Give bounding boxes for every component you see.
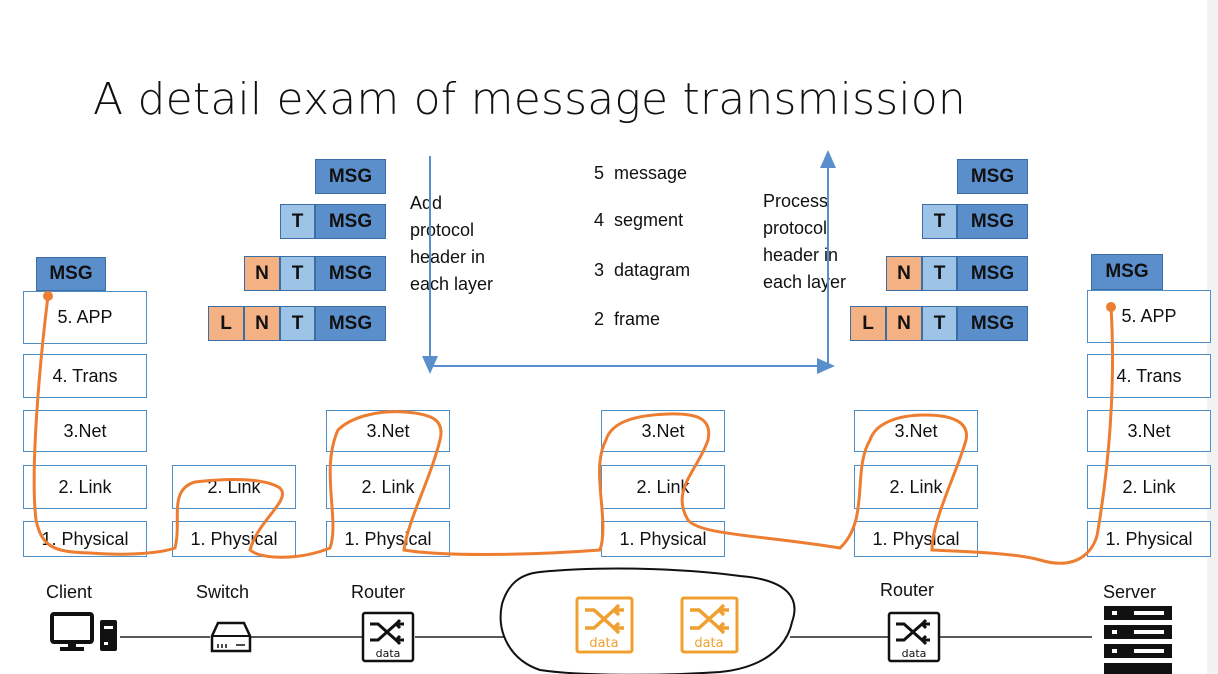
unit-name: datagram (614, 260, 691, 280)
encapsulation-note: Add protocol header in layer (410, 193, 494, 294)
encap-msg-2: MSG (315, 306, 386, 341)
server-layer-physical: 1. Physical (1087, 521, 1211, 557)
server-icon (1104, 606, 1172, 674)
router-right-layer-net: 3.Net (854, 410, 978, 452)
internet-cloud (501, 569, 795, 674)
cloud-router-icon-2 (682, 598, 737, 652)
device-label-server: Server (1103, 582, 1157, 602)
server-layer-app: 5. APP (1087, 290, 1211, 343)
unit-name: segment (614, 210, 684, 230)
router-right-layer-link: 2. Link (854, 465, 978, 509)
unit-name: message (614, 163, 688, 183)
decap-n-3: N (886, 256, 922, 291)
encap-n-3: N (244, 256, 280, 291)
client-computer-icon (52, 614, 117, 651)
encap-msg-3: MSG (315, 256, 386, 291)
device-label-client: Client (46, 582, 93, 602)
router-left-icon-text: data (375, 647, 401, 660)
cloud-router-icon-2-text: data (694, 636, 724, 651)
server-msg-header: MSG (1091, 254, 1163, 290)
unit-number: 2 (594, 309, 605, 329)
layer-flow-arrows (430, 156, 828, 366)
decap-t-3: T (922, 256, 957, 291)
router-left-layer-net: 3.Net (326, 410, 450, 452)
unit-name: frame (614, 309, 661, 329)
unit-number: 5 (594, 163, 605, 183)
slide-title: A detail exam of message transmission (93, 74, 966, 125)
encap-l-2: L (208, 306, 244, 341)
path-curve (34, 296, 1112, 563)
encap-msg-5: MSG (315, 159, 386, 194)
router-left-icon (363, 613, 413, 661)
decap-msg-3: MSG (957, 256, 1028, 291)
router-right-icon-text: data (901, 647, 927, 660)
encap-n-2: N (244, 306, 280, 341)
router-right-layer-physical: 1. Physical (854, 521, 978, 557)
encap-t-3: T (280, 256, 315, 291)
router-middle-layer-link: 2. Link (601, 465, 725, 509)
transmission-path (34, 291, 1116, 563)
cloud-router-icon-1-text: data (589, 636, 619, 651)
decap-t-4: T (922, 204, 957, 239)
decap-msg-4: MSG (957, 204, 1028, 239)
decap-t-2: T (922, 306, 957, 341)
encap-t-2: T (280, 306, 315, 341)
decap-msg-5: MSG (957, 159, 1028, 194)
decap-n-2: N (886, 306, 922, 341)
router-left-layer-link: 2. Link (326, 465, 450, 509)
server-layer-link: 2. Link (1087, 465, 1211, 509)
cloud-router-icon-1 (577, 598, 632, 652)
encap-t-4: T (280, 204, 315, 239)
client-msg-header: MSG (36, 257, 106, 291)
encap-msg-4: MSG (315, 204, 386, 239)
router-middle-layer-physical: 1. Physical (601, 521, 725, 557)
server-layer-trans: 4. Trans (1087, 354, 1211, 398)
client-layer-app: 5. APP (23, 291, 147, 344)
client-layer-net: 3.Net (23, 410, 147, 452)
router-middle-layer-net: 3.Net (601, 410, 725, 452)
unit-number: 3 (594, 260, 605, 280)
router-right-icon (889, 613, 939, 661)
client-layer-trans: 4. Trans (23, 354, 147, 398)
client-layer-physical: 1. Physical (23, 521, 147, 557)
device-label-switch: Switch (196, 582, 250, 602)
router-left-layer-physical: 1. Physical (326, 521, 450, 557)
decap-l-2: L (850, 306, 886, 341)
device-label-router-left: Router (351, 582, 406, 602)
unit-number: 4 (594, 210, 605, 230)
decap-msg-2: MSG (957, 306, 1028, 341)
switch-layer-physical: 1. Physical (172, 521, 296, 557)
server-layer-net: 3.Net (1087, 410, 1211, 452)
switch-layer-link: 2. Link (172, 465, 296, 509)
client-layer-link: 2. Link (23, 465, 147, 509)
device-label-router-right: Router (880, 580, 935, 600)
switch-icon (212, 623, 250, 651)
decapsulation-note: Process protocol header in each layer (763, 191, 847, 292)
